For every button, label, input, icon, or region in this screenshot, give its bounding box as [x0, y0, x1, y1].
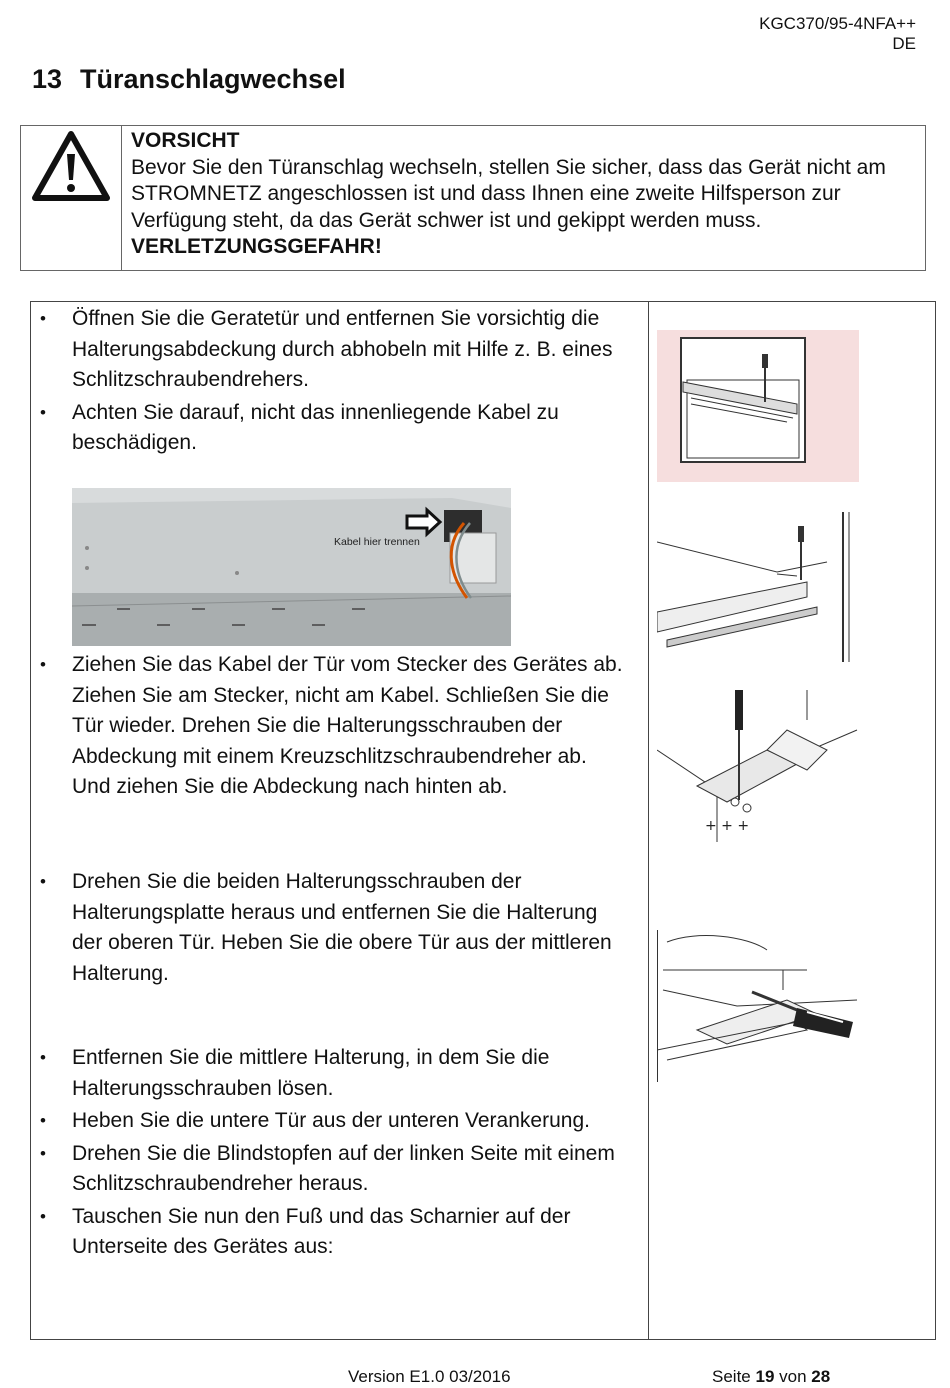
section-title-text: Türanschlagwechsel: [80, 64, 346, 94]
svg-text:+ + +: + + +: [705, 818, 750, 834]
warning-heading: VORSICHT: [131, 129, 240, 152]
step-item: • Drehen Sie die beiden Halterungsschrauben der Halterungsplatte heraus und entfernen Sie die Halterung der oberen Tür. Heben Sie die obere Tür aus der mittleren Halterung.: [31, 867, 631, 989]
page-of: von: [779, 1367, 807, 1386]
cable-photo-image: [72, 488, 511, 646]
warning-body: Bevor Sie den Türanschlag wechseln, stellen Sie sicher, dass das Gerät nicht am STROMNETZ angeschlossen ist und dass Ihnen eine zweite Hilfsperson zur Verfügung steht, da das Gerät schwer ist und gekippt werden muss.: [131, 155, 886, 232]
section-title: [32, 64, 346, 95]
page-total: 28: [811, 1367, 831, 1386]
step-group-3: [31, 867, 631, 989]
step-item: • Ziehen Sie das Kabel der Tür vom Stecker des Gerätes ab. Ziehen Sie am Stecker, nicht am Kabel. Schließen Sie die Tür wieder. Drehen Sie die Halterungsschrauben der Abdeckung mit einem Kreuzschlitzschraubendreher ab. Und ziehen Sie die Abdeckung nach hinten ab.: [31, 650, 631, 803]
footer-page: [712, 1367, 830, 1387]
step-group-2: [31, 650, 631, 803]
illustration-hinge-cover: [657, 512, 859, 662]
warning-icon-cell: [21, 126, 122, 270]
illustration-cover-removal: [657, 330, 859, 482]
step-item: • Drehen Sie die Blindstopfen auf der linken Seite mit einem Schlitzschraubendreher heraus.: [31, 1139, 631, 1200]
section-number: 13: [32, 64, 63, 94]
document-header: [759, 14, 916, 54]
cable-photo: [72, 488, 511, 646]
column-divider: [648, 302, 649, 1339]
step-item: • Öffnen Sie die Geratetür und entfernen Sie vorsichtig die Halterungsabdeckung durch abhobeln mit Hilfe z. B. eines Schlitzschraubendrehers.: [31, 304, 631, 396]
warning-box: [20, 125, 926, 271]
warning-text: [131, 128, 917, 261]
model-number: KGC370/95-4NFA++: [759, 14, 916, 33]
illustration-screws: [657, 690, 859, 842]
page-prefix: Seite: [712, 1367, 751, 1386]
warning-triangle-icon: [31, 130, 111, 202]
step-item: • Tauschen Sie nun den Fuß und das Scharnier auf der Unterseite des Gerätes aus:: [31, 1202, 631, 1263]
step-item: • Achten Sie darauf, nicht das innenliegende Kabel zu beschädigen.: [31, 398, 631, 459]
illustration-middle-hinge: [657, 930, 859, 1082]
footer-version: Version E1.0 03/2016: [348, 1367, 511, 1386]
warning-emphasis: VERLETZUNGSGEFAHR!: [131, 235, 382, 258]
step-item: • Entfernen Sie die mittlere Halterung, in dem Sie die Halterungsschrauben lösen.: [31, 1043, 631, 1104]
page-number: 19: [755, 1367, 775, 1386]
language-code: DE: [892, 34, 916, 53]
cable-label: Kabel hier trennen: [334, 536, 420, 548]
step-group-1: [31, 304, 631, 459]
step-group-4: [31, 1043, 631, 1263]
instructions-table: [30, 301, 936, 1340]
step-item: • Heben Sie die untere Tür aus der unteren Verankerung.: [31, 1106, 631, 1137]
